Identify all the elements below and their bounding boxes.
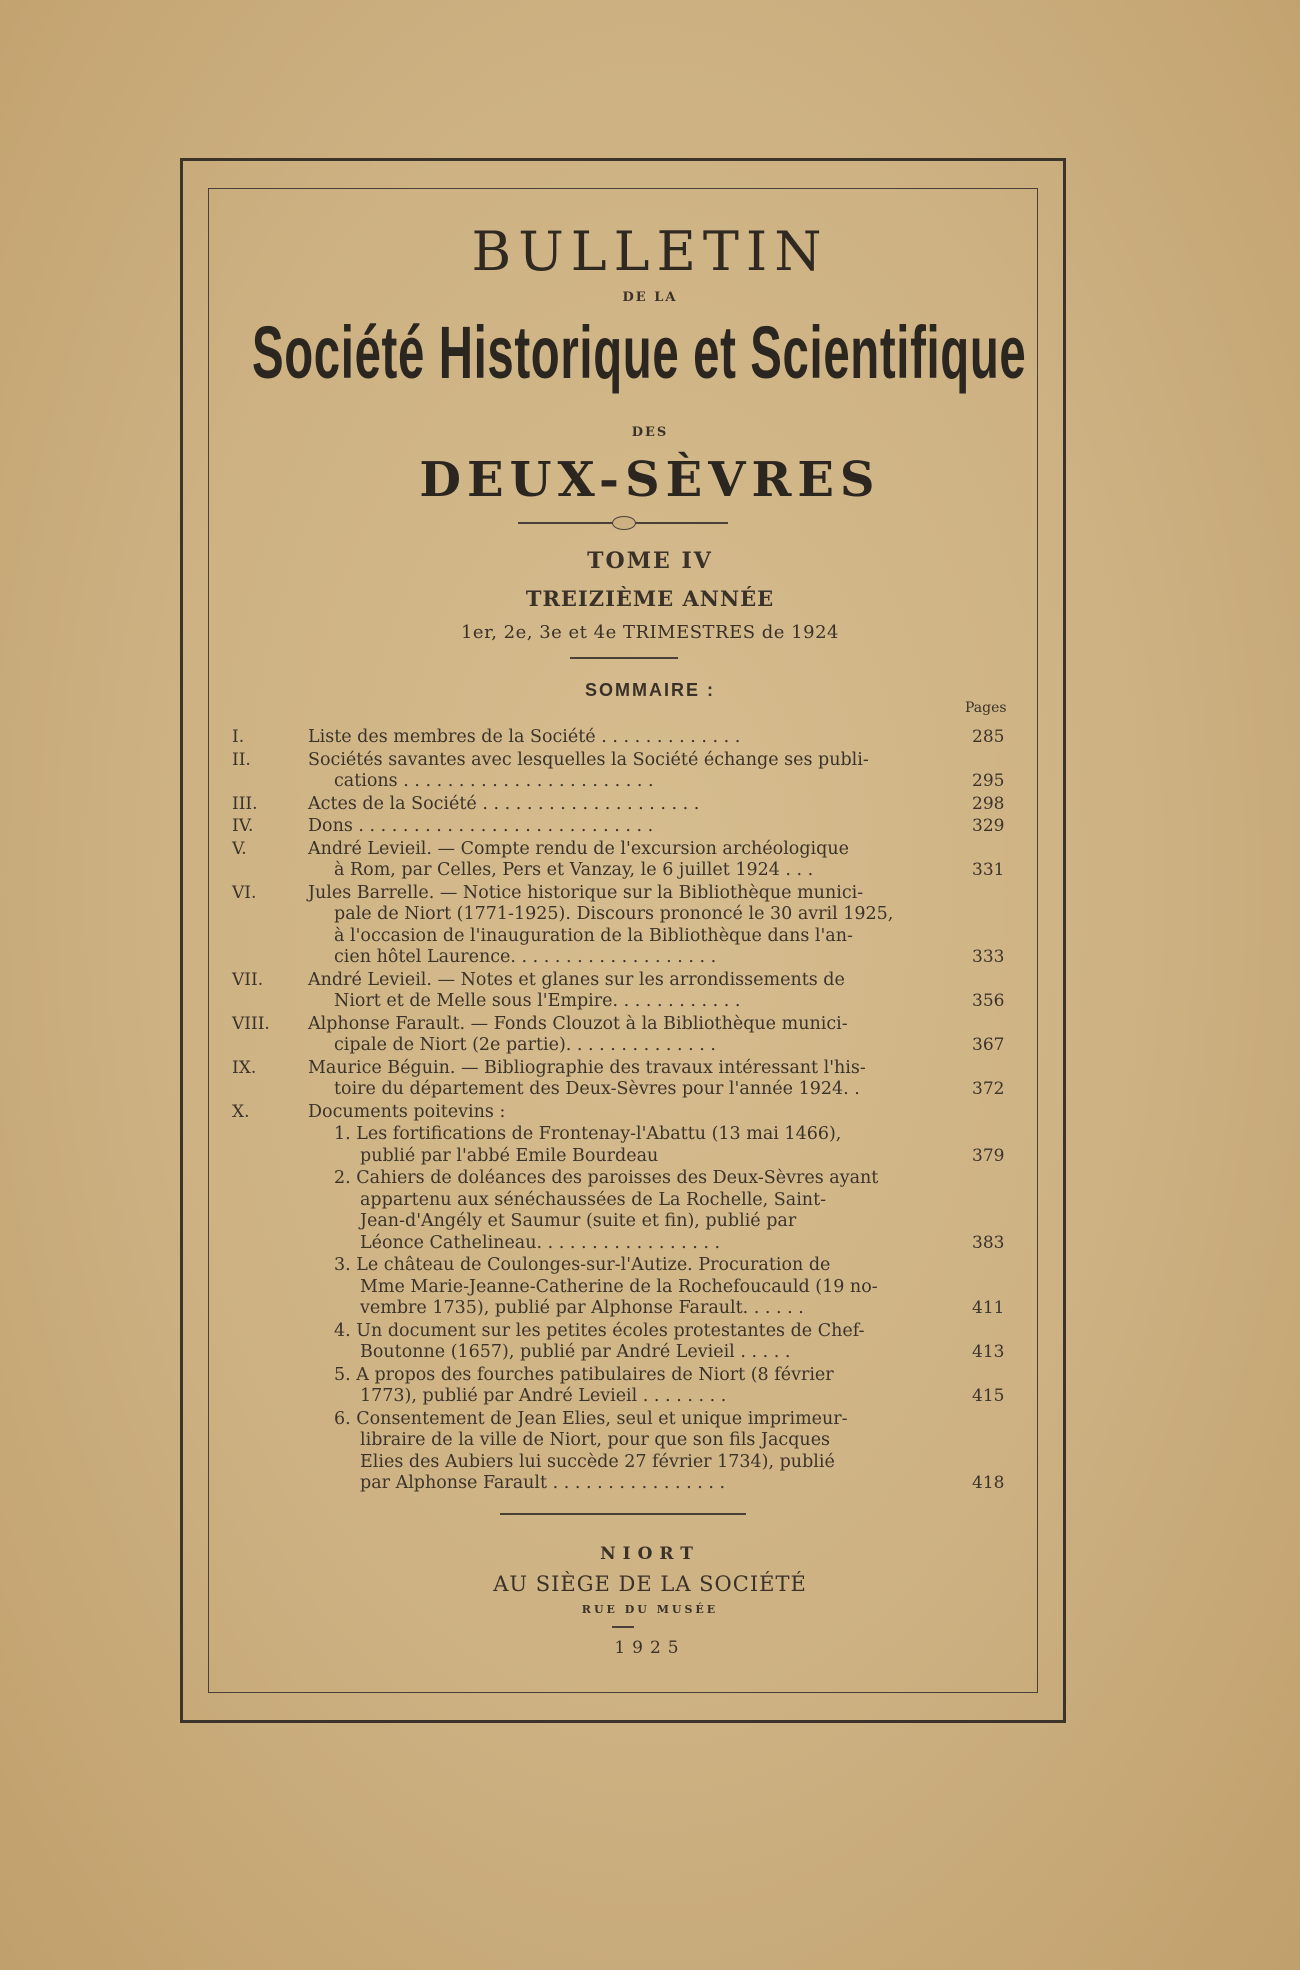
toc-entry-line: Sociétés savantes avec lesquelles la Société échange ses publi- xyxy=(308,749,869,770)
toc-entry-line: cations . . . . . . . . . . . . . . . . . . . . . . . xyxy=(334,771,654,791)
toc-document-line: 3. Le château de Coulonges-sur-l'Autize. Procuration de xyxy=(334,1255,831,1275)
imprint-dash xyxy=(612,1626,634,1628)
toc-page-number: 415 xyxy=(972,1386,1005,1406)
imprint-rue: RUE DU MUSÉE xyxy=(581,1603,719,1616)
toc-numeral: VI. xyxy=(232,882,257,903)
toc-page-number: 356 xyxy=(972,991,1005,1011)
toc-document-line: 1. Les fortifications de Frontenay-l'Abattu (13 mai 1466), xyxy=(334,1124,842,1144)
toc-entry-line: Jules Barrelle. — Notice historique sur la Bibliothèque munici- xyxy=(308,882,864,903)
toc-entry-line: cipale de Niort (2e partie). . . . . . . . . . . . . . xyxy=(334,1035,716,1055)
toc-document-line: Léonce Cathelineau. . . . . . . . . . . . . . . . . xyxy=(360,1232,721,1253)
toc-document-line: libraire de la ville de Niort, pour que son fils Jacques xyxy=(360,1430,831,1450)
toc-entry-line: cien hôtel Laurence. . . . . . . . . . . . . . . . . . . xyxy=(334,947,717,967)
toc-document-line: Jean-d'Angély et Saumur (suite et fin), publié par xyxy=(360,1211,797,1231)
toc-numeral: IX. xyxy=(232,1057,257,1078)
toc-page-number: 379 xyxy=(972,1145,1005,1166)
toc-entry-line: André Levieil. — Compte rendu de l'excursion archéologique xyxy=(308,838,849,859)
toc-numeral: VII. xyxy=(232,969,264,990)
toc-entry-line: à Rom, par Celles, Pers et Vanzay, le 6 juillet 1924 . . . xyxy=(334,860,814,880)
toc-document-line: Boutonne (1657), publié par André Levieil . . . . . xyxy=(360,1342,791,1362)
toc-numeral: VIII. xyxy=(232,1013,270,1034)
toc-document-line: Elies des Aubiers lui succède 27 février 1734), publié xyxy=(360,1451,835,1472)
toc-numeral: IV. xyxy=(232,816,254,836)
toc-entry-line: pale de Niort (1771-1925). Discours prononcé le 30 avril 1925, xyxy=(334,904,894,924)
title-region: DEUX-SÈVRES xyxy=(419,452,881,508)
title-society: Société Historique et Scientifique xyxy=(251,311,1027,394)
toc-document-line: 2. Cahiers de doléances des paroisses des Deux-Sèvres ayant xyxy=(334,1168,879,1188)
toc-page-number: 298 xyxy=(972,793,1005,814)
ornament-center xyxy=(612,516,636,530)
toc-page-number: 383 xyxy=(972,1232,1005,1253)
toc-entry-line: André Levieil. — Notes et glanes sur les arrondissements de xyxy=(308,969,845,990)
toc-document-line: 6. Consentement de Jean Elies, seul et unique imprimeur- xyxy=(334,1408,848,1429)
toc-numeral: III. xyxy=(232,793,258,814)
toc-page-number: 413 xyxy=(972,1342,1005,1362)
tome: TOME IV xyxy=(587,548,713,574)
sommaire-heading: SOMMAIRE : xyxy=(585,680,715,700)
annee: TREIZIÈME ANNÉE xyxy=(525,586,775,611)
toc-document-line: appartenu aux sénéchaussées de La Rochelle, Saint- xyxy=(360,1189,827,1210)
small-rule xyxy=(570,657,678,659)
toc-page-number: 372 xyxy=(972,1079,1005,1099)
toc-document-line: 4. Un document sur les petites écoles protestantes de Chef- xyxy=(334,1320,865,1341)
title-de-la: DE LA xyxy=(622,290,678,305)
pages-column-header: Pages xyxy=(965,700,1007,716)
toc-page-number: 418 xyxy=(972,1473,1005,1493)
toc-document-line: 5. A propos des fourches patibulaires de Niort (8 février xyxy=(334,1364,834,1385)
toc-numeral: II. xyxy=(232,749,251,770)
toc-numeral: V. xyxy=(232,838,247,859)
toc-page-number: 295 xyxy=(972,771,1005,791)
toc-document-line: vembre 1735), publié par Alphonse Farault. . . . . . xyxy=(360,1298,804,1318)
toc-page-number: 331 xyxy=(972,860,1005,880)
bottom-rule xyxy=(500,1513,746,1515)
toc-numeral: X. xyxy=(232,1101,250,1122)
trimestres: 1er, 2e, 3e et 4e TRIMESTRES de 1924 xyxy=(460,622,839,643)
title-des: DES xyxy=(631,425,669,440)
toc-document-line: Mme Marie-Jeanne-Catherine de la Rochefoucauld (19 no- xyxy=(360,1276,878,1297)
toc-entry-line: Documents poitevins : xyxy=(308,1101,506,1122)
toc-entry-line: toire du département des Deux-Sèvres pour l'année 1924. . xyxy=(334,1079,860,1099)
toc-document-line: par Alphonse Farault . . . . . . . . . . . . . . . . xyxy=(360,1473,726,1493)
toc-page-number: 285 xyxy=(972,727,1005,747)
toc-entry-line: Maurice Béguin. — Bibliographie des travaux intéressant l'his- xyxy=(308,1057,866,1078)
toc-page-number: 333 xyxy=(972,947,1005,967)
title-bulletin: BULLETIN xyxy=(471,220,829,283)
toc-entry-line: Niort et de Melle sous l'Empire. . . . . . . . . . . . xyxy=(334,991,741,1011)
toc-entry-line: Liste des membres de la Société . . . . . . . . . . . . . xyxy=(308,727,741,747)
toc-entry-line: à l'occasion de l'inauguration de la Bibliothèque dans l'an- xyxy=(334,925,853,946)
toc-entry-line: Alphonse Farault. — Fonds Clouzot à la Bibliothèque munici- xyxy=(308,1013,848,1034)
toc-page-number: 411 xyxy=(972,1298,1005,1318)
imprint-city: NIORT xyxy=(600,1544,700,1564)
toc-document-line: 1773), publié par André Levieil . . . . . . . . xyxy=(360,1386,727,1406)
toc-entry-line: Actes de la Société . . . . . . . . . . . . . . . . . . . . xyxy=(308,793,700,814)
toc-numeral: I. xyxy=(232,727,245,747)
imprint-year: 1925 xyxy=(614,1638,686,1658)
toc-page-number: 329 xyxy=(972,816,1005,836)
toc-page-number: 367 xyxy=(972,1035,1005,1055)
imprint-siege: AU SIÈGE DE LA SOCIÉTÉ xyxy=(493,1572,807,1596)
toc-document-line: publié par l'abbé Emile Bourdeau xyxy=(360,1145,659,1166)
toc-entry-line: Dons . . . . . . . . . . . . . . . . . . . . . . . . . . . xyxy=(308,816,654,836)
